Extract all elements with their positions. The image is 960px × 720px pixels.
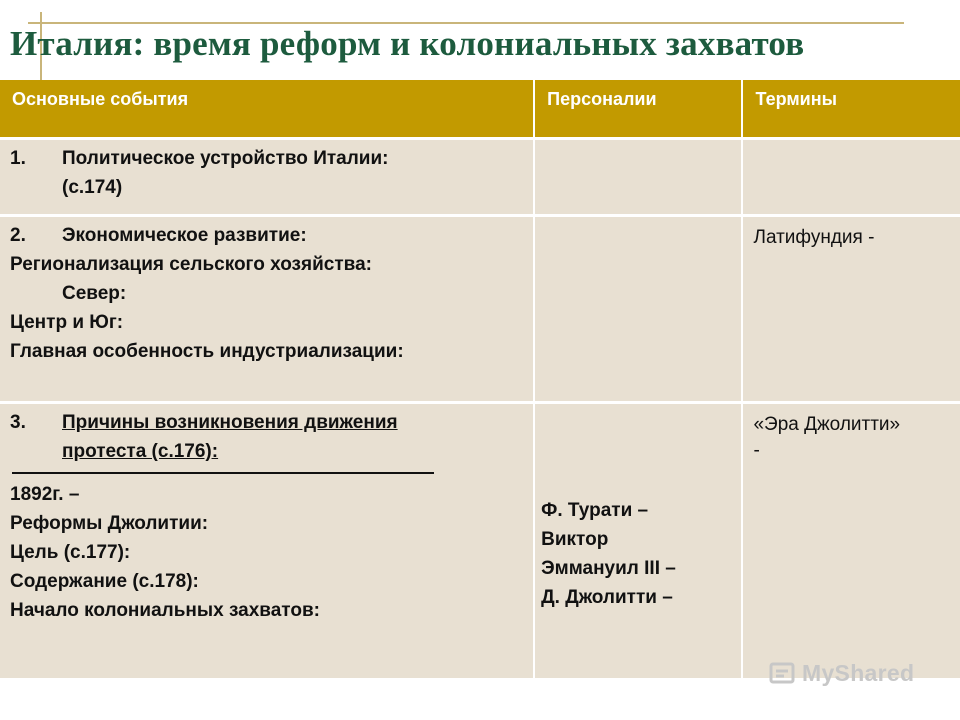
item-text: Центр и Юг: (10, 312, 124, 333)
item-text: Содержание (с.178): (10, 571, 199, 592)
list-item (10, 221, 523, 250)
item-text: Регионализация сельского хозяйства: (10, 254, 372, 275)
events-table (0, 80, 960, 681)
item-text: Цель (с.177): (10, 542, 131, 563)
table-row (0, 404, 960, 681)
events-cell (0, 140, 535, 217)
item-number: 3. (10, 412, 26, 433)
term-giolitti-era: «Эра Джолитти» (753, 414, 901, 435)
watermark (768, 659, 914, 687)
table-row (0, 140, 960, 217)
events-cell (0, 404, 535, 681)
item-text: Север: (62, 283, 127, 304)
header-terms (743, 80, 960, 140)
table-header-row (0, 80, 960, 140)
header-events-label: Основные события (12, 89, 189, 109)
header-persons (535, 80, 743, 140)
terms-cell (743, 140, 960, 217)
item-text: Реформы Джолитии: (10, 513, 209, 534)
myshared-logo-icon (768, 659, 798, 687)
item-text: 1892г. – (10, 484, 80, 505)
item-heading: протеста (с.176): (62, 441, 219, 462)
terms-cell (743, 217, 960, 404)
list-item (10, 408, 523, 437)
person-name: Виктор (541, 529, 609, 550)
header-persons-label: Персоналии (547, 89, 657, 109)
person-name: Д. Джолитти – (541, 587, 673, 608)
item-text: Начало колониальных захватов: (10, 600, 320, 621)
item-text: Экономическое развитие: (62, 225, 307, 246)
watermark-text: MyShared (802, 659, 915, 686)
slide-title: Италия: время реформ и колониальных захватов (10, 24, 805, 63)
item-heading: Причины возникновения движения (62, 412, 398, 433)
term-latifundia: Латифундия - (753, 227, 875, 248)
item-text: Главная особенность индустриализации: (10, 341, 404, 362)
table-row (0, 217, 960, 404)
person-name: Эммануил III – (541, 558, 676, 579)
list-item (10, 144, 523, 173)
terms-cell (743, 404, 960, 681)
item-text: (с.174) (62, 177, 123, 198)
persons-cell (535, 217, 743, 404)
item-number: 1. (10, 148, 26, 169)
header-events (0, 80, 535, 140)
person-name: Ф. Турати – (541, 500, 649, 521)
item-number: 2. (10, 225, 26, 246)
persons-cell (535, 404, 743, 681)
persons-cell (535, 140, 743, 217)
events-cell (0, 217, 535, 404)
header-terms-label: Термины (755, 89, 837, 109)
fill-in-blank-line (12, 472, 434, 474)
item-text: Политическое устройство Италии: (62, 148, 389, 169)
term-dash: - (753, 440, 760, 461)
